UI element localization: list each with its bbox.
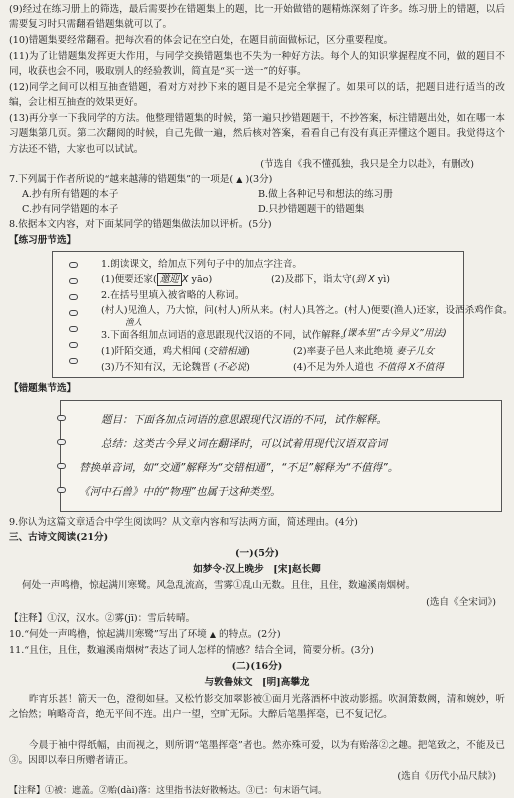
letter-paragraph-1: 昨宵乐甚！箭天一色，澄彻如昼。又松竹影交加翠影被①面月光落酒杯中波动影摇。吹洞箫数阙，清和婉妙，听之怡然；响略奇音，绝无平间不连。出户一望，空旷无际。大醉后笔墨挥毫，已不复记忆。 (9, 694, 505, 721)
q7-option-a: A.抄有所有错题的本子 (22, 189, 119, 200)
binder-ring-icon (57, 463, 66, 469)
section-3-title: 三、古诗文阅读(21分) (9, 532, 109, 543)
errbook-notebook (60, 400, 502, 512)
paragraph-10: (10)错题集要经常翻看。把每次看的体会记在空白处，在题目前面做标记，区分重要程度。 (9, 35, 394, 46)
q7-option-b: B.做上各种记号和想法的练习册 (258, 189, 393, 200)
binder-ring-icon (57, 487, 66, 493)
binder-ring-icon (69, 310, 78, 316)
source-note: (节选自《我不懂孤独，我只是全力以赴》，有删改) (260, 159, 474, 170)
paragraph-12: (12)同学之间可以相互抽查错题，看对方对抄下来的题目是不是完全掌握了。如果可以的话，把题目进行适当的改编，会让相互抽查的效果更好。 (9, 82, 505, 109)
errbook-line-4: 《河中石兽》中的“物理”也属于这种类型。 (79, 486, 281, 498)
practice-q3d (293, 361, 444, 375)
letter-notes: 【注释】①被：遮盖。②贻(dài)落：这里指书法好散畅达。③已：句末语气词。 (9, 786, 328, 796)
q10-stem-text: 10.“何处一声鸣橹，惊起满川寒鹭”写出了环境 (9, 629, 207, 640)
practice-q3b (293, 345, 434, 359)
q9-stem: 9.你认为这篇文章适合中学生阅读吗？从文章内容和写法两方面，简述理由。(4分) (9, 517, 358, 528)
paragraph-13: (13)再分享一下我同学的方法。他整理错题集的时候，第一遍只抄错题题干，不抄答案，标注错题出处，如在哪一本习题集第几页。第二次翻阅的时候，自己先做一遍，然后核对答案，看看自己有没有真正弄懂这个题目。我觉得这个方法还不错，大家也可以试试。 (9, 113, 505, 155)
practice-q3: 3.下面各组加点词语的意思跟现代汉语的不同，试作解释。 (101, 330, 350, 341)
practice-q3b-text: (2)率妻子邑人来此绝境 (293, 346, 393, 357)
poem-notes: 【注释】①汉，汉水。②雾(jī)：雪后转晴。 (9, 613, 196, 624)
q8-stem: 8.依据本文内容，对下面某同学的错题集做法加以评析。(5分) (9, 219, 272, 230)
q1b-pinyin: yì (377, 274, 387, 285)
practice-q3c-text: (3)乃不知有汉，无论魏晋 (101, 362, 211, 373)
practice-q3a: (1)阡陌交通，鸡犬相闻 (交错相通) (101, 346, 250, 357)
answer-blank-icon: ▲ (209, 630, 216, 639)
errbook-title: 【错题集节选】 (9, 383, 77, 394)
handwritten-answer: 邀迎 (157, 273, 182, 286)
q7-option-d: D.只抄错题题干的错题集 (258, 204, 365, 215)
practice-q1a-text: (1)便要还家( (101, 274, 157, 285)
practice-q1b-text: (2)及郡下，诣太守( (271, 274, 356, 285)
errbook-line-2: 总结：这类古今异义词在翻译时，可以试着用现代汉语双音词 (101, 438, 388, 450)
q7-stem (9, 173, 272, 187)
binder-ring-icon (69, 358, 78, 364)
practice-q3c: (3)乃不知有汉，无论魏晋 (不必说) (101, 362, 250, 373)
paragraph-11: (11)为了让错题集发挥更大作用，与同学交换错题集也不失为一种好方法。每个人的知识掌握程度不同，做的题目不同，收获也会不同，吸取别人的经验教训，简直是“买一送一”的好事。 (9, 51, 505, 78)
handwritten-answer: 交错相通 (207, 346, 247, 357)
q7-stem-text: 7.下列属于作者所说的“越来越薄的错题集”的一项是( (9, 174, 234, 185)
letter-title: 与敦鲁妹文 [明]高攀龙 (204, 677, 310, 688)
poem-text: 何处一声鸣橹，惊起满川寒鹭。风急乱流高，雪雾①乱山无数。且住，且住，数遍溪南烟树。 (22, 580, 416, 591)
q7-option-c: C.抄有同学错题的本子 (22, 204, 119, 215)
poem-source: (选自《全宋词》) (426, 597, 496, 608)
handwritten-answer: 到 X (355, 274, 375, 285)
q10-stem (9, 628, 281, 642)
practice-q3d-text: (4)不足为外人道也 (293, 362, 374, 373)
practice-q3a-text: (1)阡陌交通，鸡犬相闻 (101, 346, 201, 357)
practice-title: 【练习册节选】 (9, 235, 77, 246)
q10-stem-tail: 的特点。(2分) (219, 629, 281, 640)
binder-ring-icon (69, 278, 78, 284)
q7-stem-tail: )(3分) (245, 174, 273, 185)
letter-source: (选自《历代小品尺牍》) (397, 771, 496, 782)
errbook-line-1: 题目：下面各加点词语的意思跟现代汉语的不同，试作解释。 (101, 414, 388, 426)
practice-notebook (52, 251, 513, 378)
practice-q2: 2.在括号里填入被省略的人称词。 (101, 290, 245, 301)
handwritten-answer: 妻子儿女 (396, 346, 435, 357)
binder-ring-icon (69, 294, 78, 300)
handwritten-answer: 不必说 (217, 362, 247, 373)
q11-stem: 11.“且住，且住，数遍溪南烟树”表达了词人怎样的情感？结合全词，简要分析。(3分) (9, 645, 374, 656)
poem-title: 如梦令·汉上晚步 [宋]赵长卿 (193, 564, 321, 575)
handwritten-correction: 渔人 (125, 318, 143, 328)
errbook-line-3: 替换单音词，如“交通”解释为“交错相通”，“不足”解释为“不值得”。 (79, 462, 399, 474)
practice-q1b: (2)及郡下，诣太守(到 X yì) (271, 274, 391, 285)
practice-q2-line: (村人)见渔人，乃大惊，问(村人)所从来。(村人)具答之。(村人)便要(渔人)还家，设酒杀鸡作食。 (101, 305, 513, 316)
part-2-title: (二)(16分) (231, 661, 283, 672)
binder-ring-icon (69, 262, 78, 268)
answer-blank-icon: ▲ (236, 175, 243, 184)
binder-ring-icon (69, 342, 78, 348)
practice-q1: 1.朗读课文，给加点下列句子中的加点字注音。 (101, 259, 303, 270)
wrong-mark: X (181, 274, 189, 285)
paragraph-9: (9)经过在练习册上的筛选，最后需要抄在错题集上的题，比一开始做错的题精炼深刻了许多。练习册上的错题，以后需要复习时只需翻看错题集就可以了。 (9, 4, 505, 31)
letter-paragraph-2: 今晨于袖中得纸幅，由而视之，则所谓“笔墨挥毫”者也。然亦殊可爱，以为有贻落②之趣。把笔致之，不能及已③。因即以奉日所赠者请正。 (9, 740, 505, 767)
part-1-title: (一)(5分) (234, 548, 280, 559)
handwritten-answer: 不值得 X不值得 (376, 362, 444, 373)
binder-ring-icon (57, 439, 66, 445)
binder-ring-icon (57, 415, 66, 421)
practice-q1a: (1)便要还家( 邀迎 X yāo) (101, 274, 213, 285)
q1a-pinyin: yāo (191, 274, 209, 285)
binder-ring-icon (69, 326, 78, 332)
handwritten-comment: (课本里“古今异义”用法) (343, 328, 447, 339)
